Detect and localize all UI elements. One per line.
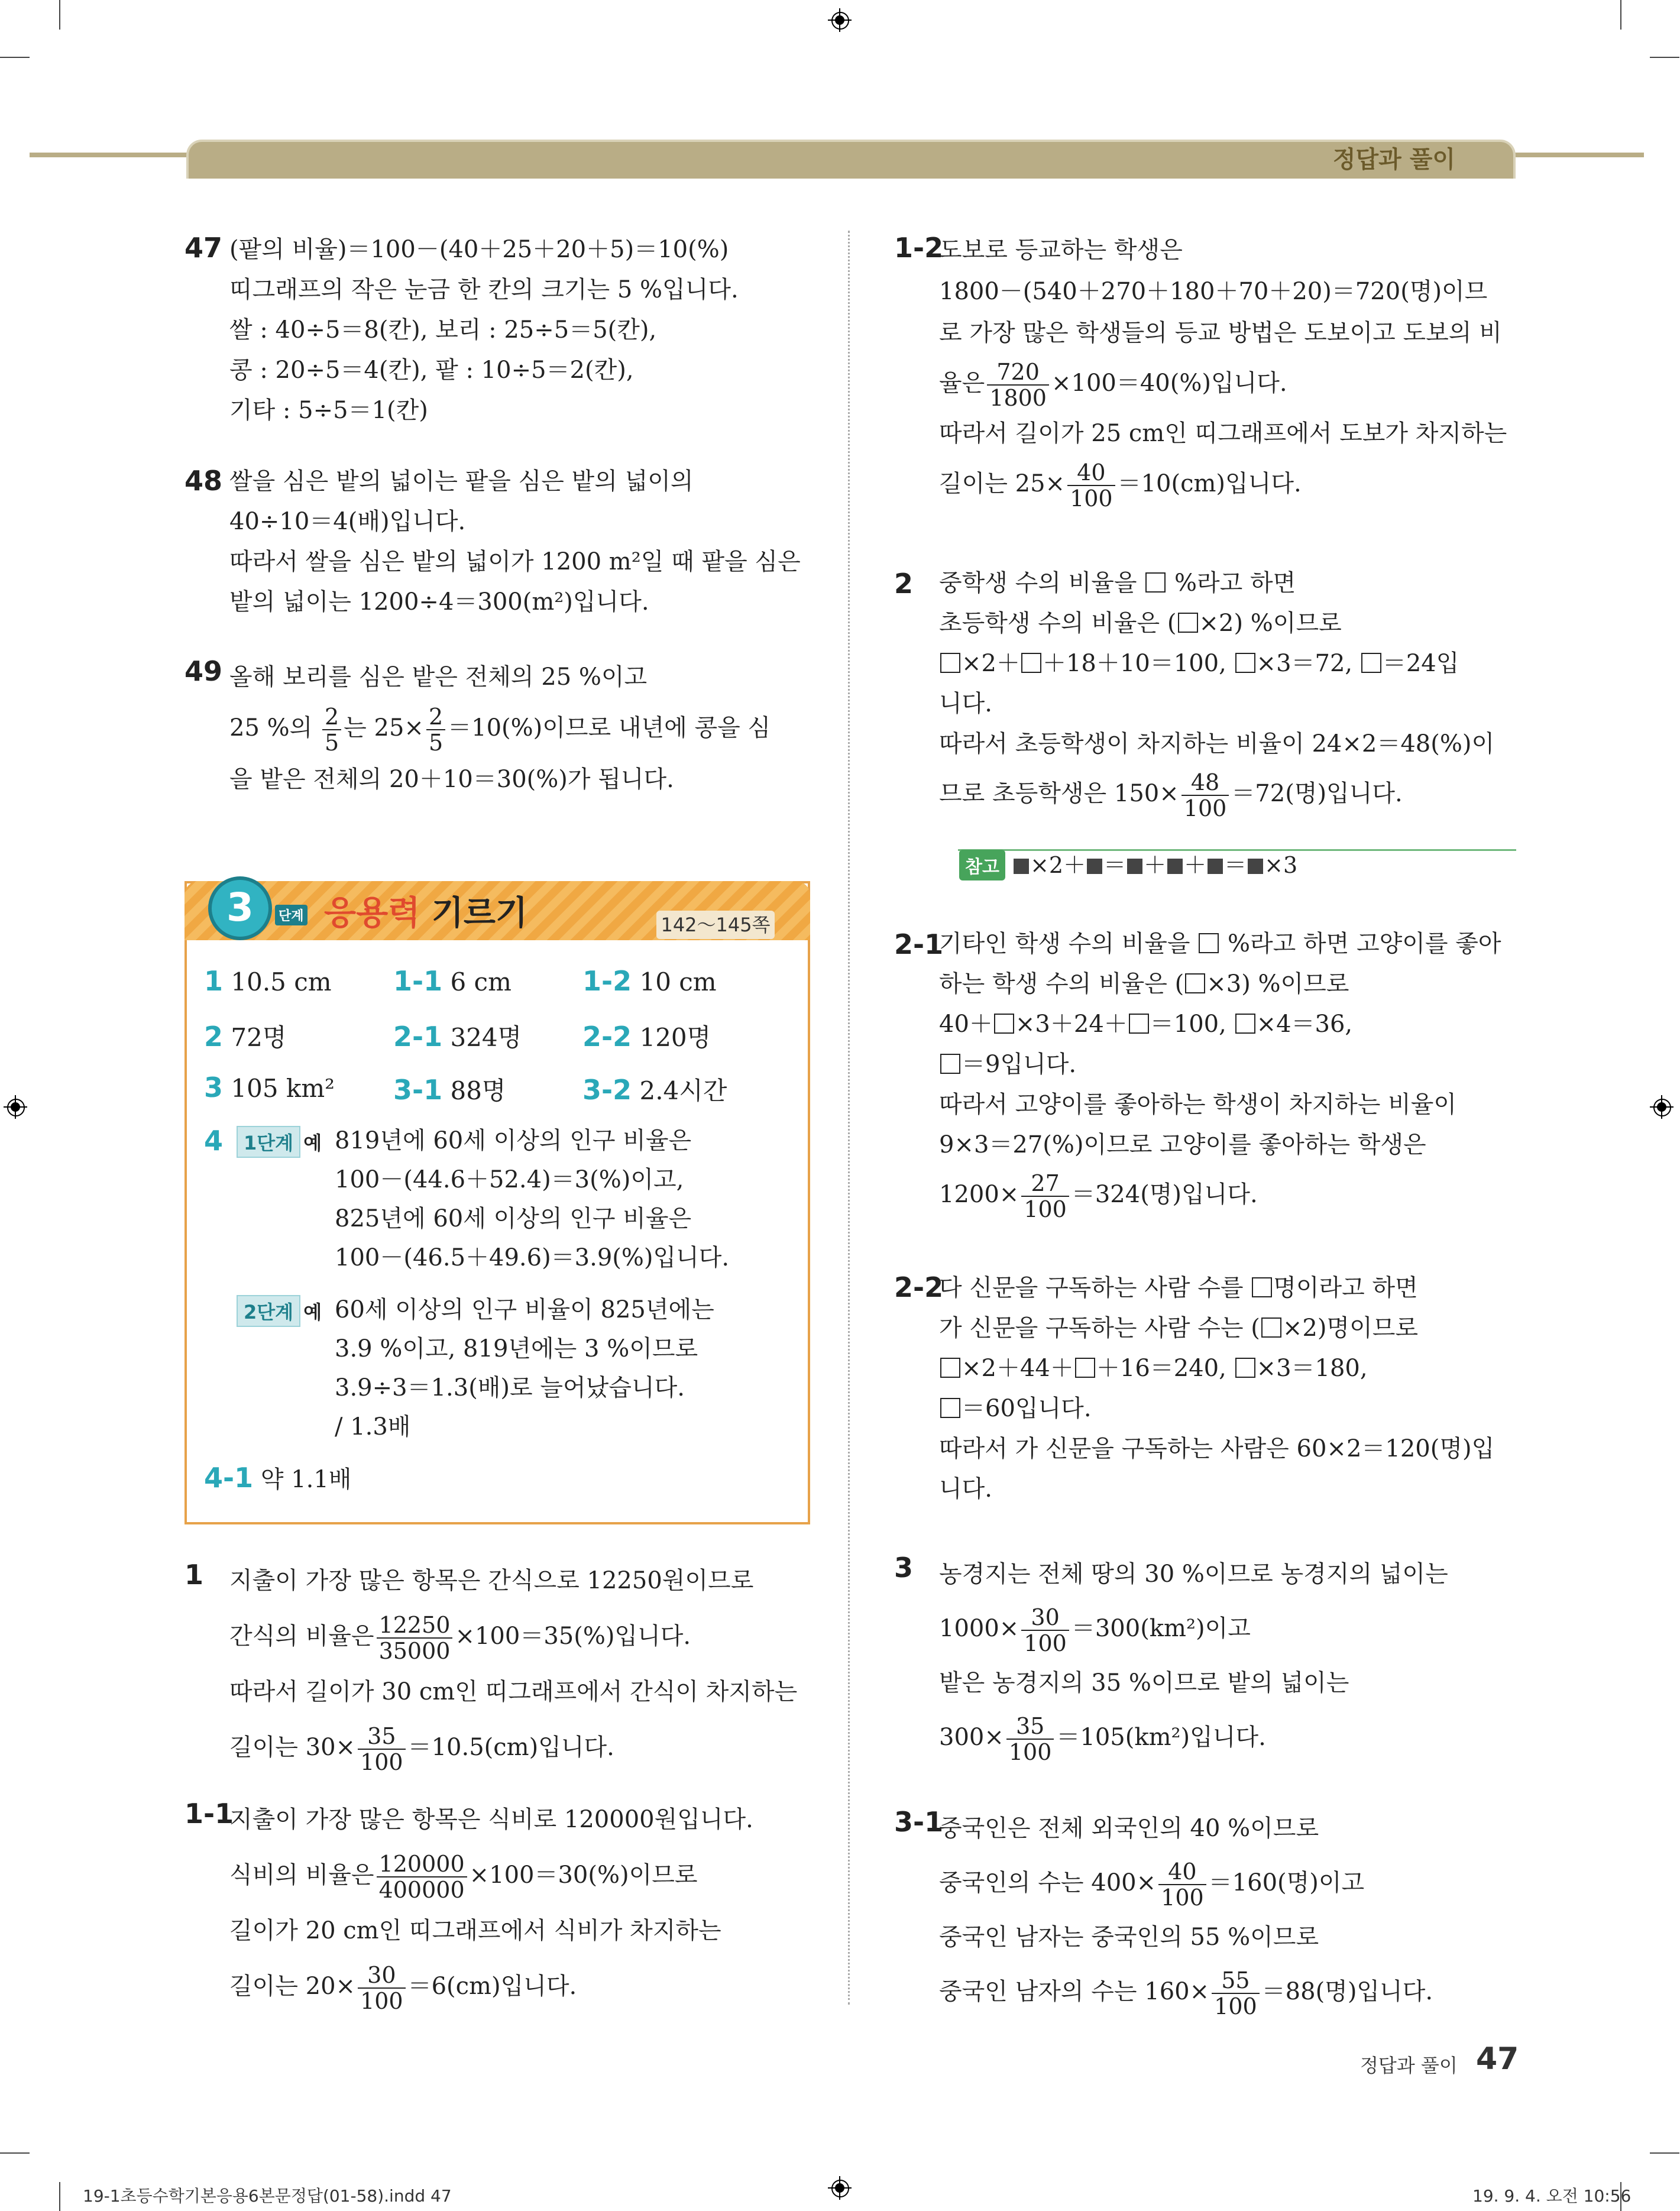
text-segment: 1000×: [939, 1615, 1019, 1642]
problem-number: 1-2: [894, 232, 944, 264]
answer: [582, 1071, 727, 1107]
problem-number: 47: [184, 232, 223, 264]
text-line: 따라서 길이가 25 cm인 띠그래프에서 도보가 차지하는: [939, 420, 1507, 447]
text-line-fraction: [939, 1856, 1433, 1910]
text-segment: ＝: [1224, 852, 1247, 878]
fraction: [1006, 1715, 1054, 1763]
filled-box: [1127, 859, 1142, 874]
answer-number: 3-2: [582, 1074, 632, 1106]
q4-step2-tag: [237, 1295, 322, 1327]
text-line-fraction: [229, 1720, 797, 1775]
numerator: 2: [426, 705, 445, 730]
text-segment: ＋: [1144, 852, 1167, 878]
registration-mark-bottom: [828, 2176, 852, 2200]
answer-number: 3-1: [393, 1074, 443, 1106]
text-line: 825년에 60세 이상의 인구 비율은: [335, 1205, 692, 1232]
blank-box: [940, 1358, 960, 1378]
fraction: [1181, 771, 1229, 820]
text-segment: ×2＋: [1030, 852, 1086, 878]
problem-number: 2-2: [894, 1271, 944, 1303]
fraction: [1067, 461, 1115, 510]
solution-3: [939, 1547, 1448, 1765]
text-segment: ×2) %이므로: [1199, 610, 1342, 637]
numerator: 35: [1006, 1715, 1054, 1740]
answer: [582, 965, 717, 997]
numerator: 30: [358, 1964, 406, 1989]
q4-step1-tag: [237, 1126, 322, 1158]
text-line: 기타 : 5÷5＝1(칸): [229, 397, 428, 424]
text-line-fraction: [939, 1601, 1448, 1656]
text-segment: 길이는 25×: [939, 470, 1066, 497]
blank-box: [1361, 653, 1381, 673]
example-mark: 예: [303, 1301, 322, 1323]
text-segment: 길이는 30×: [229, 1734, 356, 1761]
column-divider: [848, 231, 850, 2005]
blank-box: [994, 1014, 1014, 1034]
text-segment: ×3＝180,: [1256, 1355, 1368, 1382]
answer: [204, 1071, 335, 1103]
note: [959, 847, 1297, 880]
blank-box: [940, 653, 960, 673]
text-line: 3.9÷3＝1.3(배)로 늘어났습니다.: [335, 1374, 685, 1401]
blank-box: [1235, 1358, 1255, 1378]
numerator: 720: [987, 361, 1049, 386]
text-line-fraction: [939, 764, 1494, 823]
filled-box: [1248, 859, 1263, 874]
blank-box: [1185, 973, 1205, 993]
problem-number: 1: [184, 1559, 204, 1591]
step-label: 단계: [275, 905, 307, 925]
answer-number: 1-2: [582, 965, 632, 997]
text-line: [939, 563, 1494, 603]
crop-mark: [59, 0, 60, 30]
text-line: [939, 643, 1494, 684]
text-segment: ×3: [1264, 852, 1298, 878]
step-badge: 3: [208, 876, 272, 940]
answer-value: 72명: [231, 1023, 287, 1052]
fraction: [322, 705, 341, 754]
text-segment: 율은: [939, 370, 985, 397]
text-line: 3.9 %이고, 819년에는 3 %이므로: [335, 1335, 698, 1362]
text-segment: %라고 하면: [1174, 569, 1296, 597]
text-segment: 300×: [939, 1724, 1004, 1751]
example-mark: 예: [303, 1132, 322, 1154]
solution-2-2: [939, 1268, 1494, 1509]
text-segment: 기타인 학생 수의 비율을: [939, 930, 1190, 957]
answer: [204, 1018, 286, 1054]
blank-box: [940, 1398, 960, 1418]
fraction: [377, 1853, 467, 1901]
filled-box: [1167, 859, 1183, 874]
numerator: 30: [1021, 1606, 1069, 1631]
denominator: 100: [360, 1749, 403, 1775]
answer: [393, 1071, 506, 1107]
text-line: 쌀 : 40÷5＝8(칸), 보리 : 25÷5＝5(칸),: [229, 316, 657, 344]
text-segment: ×3) %이므로: [1206, 970, 1349, 998]
fraction: [358, 1725, 406, 1773]
numerator: 40: [1067, 461, 1115, 486]
text-line: 9×3＝27(%)이므로 고양이를 좋아하는 학생은: [939, 1131, 1426, 1158]
text-segment: ＝300(km²)이고: [1071, 1615, 1251, 1642]
text-segment: 는 25×: [344, 714, 424, 742]
text-line: 따라서 고양이를 좋아하는 학생이 차지하는 비율이: [939, 1091, 1457, 1118]
text-line-fraction: [939, 454, 1507, 513]
text-segment: 중국인의 수는 400×: [939, 1869, 1157, 1896]
answer: [204, 1461, 351, 1494]
text-segment: ×100＝35(%)입니다.: [455, 1623, 691, 1650]
problem-47: [229, 229, 739, 430]
denominator: 100: [1161, 1885, 1204, 1911]
step-title: [324, 887, 527, 934]
text-line-fraction: [229, 1959, 753, 2014]
text-line-fraction: [939, 1165, 1501, 1224]
text-line: 중국인은 전체 외국인의 40 %이므로: [939, 1815, 1319, 1842]
problem-number: 2-1: [894, 928, 944, 960]
step-title-rest: 기르기: [420, 894, 528, 933]
answer-number: 3: [204, 1071, 224, 1103]
registration-mark-right: [1650, 1095, 1673, 1119]
text-segment: ＋18＋10＝100,: [1042, 650, 1226, 677]
text-line: 길이가 20 cm인 띠그래프에서 식비가 차지하는: [229, 1917, 721, 1944]
fraction: [1021, 1606, 1069, 1655]
filled-box: [1208, 859, 1223, 874]
text-segment: 므로 초등학생은 150×: [939, 780, 1179, 807]
solution-3-1: [939, 1801, 1433, 2019]
text-segment: ×100＝30(%)이므로: [469, 1862, 698, 1889]
page-number: 47: [1476, 2041, 1519, 2077]
text-line: 중국인 남자는 중국인의 55 %이므로: [939, 1924, 1319, 1951]
text-segment: ×2)명이므로: [1282, 1315, 1418, 1342]
numerator: 120000: [377, 1853, 467, 1877]
text-line: 니다.: [939, 690, 992, 717]
denominator: 400000: [378, 1877, 465, 1903]
answer-value: 120명: [639, 1023, 711, 1052]
blank-box: [1021, 653, 1041, 673]
footer-label: 정답과 풀이: [1360, 2054, 1458, 2077]
text-segment: 간식의 비율은: [229, 1623, 374, 1650]
text-line: 지출이 가장 많은 항목은 간식으로 12250원이므로: [229, 1567, 754, 1594]
q4-step1-text: [335, 1121, 729, 1277]
problem-number: 49: [184, 655, 223, 687]
fraction: [377, 1614, 453, 1662]
text-line: [939, 1388, 1494, 1429]
blank-box: [1145, 572, 1166, 593]
text-segment: ＋16＝240,: [1096, 1355, 1226, 1382]
solution-1-2: [939, 229, 1507, 513]
filled-box: [1014, 859, 1029, 874]
text-line-fraction: [229, 1608, 797, 1664]
problem-number: 2: [894, 568, 914, 600]
text-segment: ＋: [1184, 852, 1207, 878]
answer: [204, 965, 332, 997]
text-line: [939, 1348, 1494, 1388]
page-title: 정답과 풀이: [1332, 146, 1455, 173]
blank-box: [1178, 613, 1198, 633]
text-line: 을 밭은 전체의 20＋10＝30(%)가 됩니다.: [229, 766, 674, 793]
problem-number: 3: [894, 1552, 914, 1584]
step-tag: 2단계: [237, 1295, 300, 1327]
numerator: 2: [322, 705, 341, 730]
answer-number: 1: [204, 965, 224, 997]
text-line: 로 가장 많은 학생들의 등교 방법은 도보이고 도보의 비: [939, 319, 1502, 347]
text-segment: 명이라고 하면: [1273, 1274, 1418, 1302]
text-line: 따라서 쌀을 심은 밭의 넓이가 1200 m²일 때 팥을 심은: [229, 548, 801, 575]
denominator: 1800: [989, 385, 1047, 411]
answer-value: 10 cm: [639, 967, 717, 996]
text-segment: 가 신문을 구독하는 사람 수는 (: [939, 1315, 1260, 1342]
blank-box: [1129, 1014, 1149, 1034]
answer-number: 4: [204, 1125, 224, 1157]
text-line: 819년에 60세 이상의 인구 비율은: [335, 1127, 692, 1154]
text-line: 띠그래프의 작은 눈금 한 칸의 크기는 5 %입니다.: [229, 276, 739, 303]
denominator: 100: [1070, 485, 1113, 512]
answer-value: 2.4시간: [639, 1076, 727, 1105]
text-segment: ＝160(명)이고: [1208, 1869, 1365, 1896]
text-segment: ＝10(cm)입니다.: [1117, 470, 1302, 497]
answer-value: 105 km²: [231, 1074, 335, 1103]
problem-number: 48: [184, 465, 223, 497]
answer-value: 약 1.1배: [260, 1466, 352, 1493]
text-segment: 25 %의: [229, 714, 313, 742]
text-segment: ＝72(명)입니다.: [1231, 780, 1403, 807]
text-segment: 1200×: [939, 1181, 1019, 1208]
text-segment: ＝: [1103, 852, 1127, 878]
fraction: [358, 1964, 406, 2012]
text-segment: 길이는 20×: [229, 1973, 356, 2000]
note-tag: 참고: [959, 850, 1005, 880]
text-line: 콩 : 20÷5＝4(칸), 팥 : 10÷5＝2(칸),: [229, 357, 634, 384]
text-segment: %라고 하면 고양이를 좋아: [1227, 930, 1501, 957]
q4-step2-text: [335, 1290, 714, 1446]
answer: [393, 965, 512, 997]
text-segment: ×3＝72,: [1256, 650, 1353, 677]
fraction: [1021, 1172, 1069, 1221]
denominator: 35000: [378, 1638, 451, 1664]
denominator: 100: [1024, 1196, 1067, 1222]
denominator: 5: [324, 730, 339, 756]
crop-mark: [1650, 2152, 1679, 2154]
crop-mark: [1620, 0, 1621, 30]
file-info: 19-1초등수학기본응용6본문정답(01-58).indd 47: [83, 2186, 452, 2206]
problem-48: [229, 461, 801, 622]
solution-1-1: [229, 1792, 753, 2014]
answer-number: 1-1: [393, 965, 443, 997]
text-segment: ×3＋24＋: [1015, 1011, 1128, 1038]
text-segment: ＝60입니다.: [962, 1395, 1092, 1422]
crop-mark: [59, 2182, 60, 2211]
text-segment: 중학생 수의 비율을: [939, 569, 1137, 597]
text-line: [939, 1268, 1494, 1308]
numerator: 35: [358, 1725, 406, 1750]
text-line-fraction: [939, 1710, 1448, 1765]
text-line-fraction: [939, 1964, 1433, 2019]
numerator: 12250: [377, 1614, 453, 1639]
answer-value: 324명: [450, 1023, 522, 1052]
answer-number: 4-1: [204, 1462, 254, 1494]
problem-number: 3-1: [894, 1806, 944, 1838]
crop-mark: [1650, 57, 1679, 58]
denominator: 5: [428, 730, 444, 756]
text-line: 100－(44.6＋52.4)＝3(%)이고,: [335, 1166, 684, 1193]
text-line: [939, 964, 1501, 1004]
fraction: [1212, 1969, 1260, 2018]
blank-box: [1235, 653, 1255, 673]
text-line: [939, 924, 1501, 964]
blank-box: [1261, 1317, 1281, 1338]
text-segment: 초등학생 수의 비율은 (: [939, 610, 1177, 637]
print-date: 19. 9. 4. 오전 10:56: [1472, 2186, 1632, 2206]
text-line: (팥의 비율)＝100－(40＋25＋20＋5)＝10(%): [229, 236, 729, 263]
text-line: 농경지는 전체 땅의 30 %이므로 농경지의 넓이는: [939, 1561, 1448, 1588]
answer: [393, 1018, 522, 1054]
text-line: 쌀을 심은 밭의 넓이는 팥을 심은 밭의 넓이의: [229, 468, 694, 495]
text-segment: ×100＝40(%)입니다.: [1051, 370, 1287, 397]
filled-box: [1087, 859, 1102, 874]
solution-2-1: [939, 924, 1501, 1224]
numerator: 27: [1021, 1172, 1069, 1197]
answer-value: 6 cm: [450, 967, 512, 996]
denominator: 100: [1008, 1739, 1052, 1765]
blank-box: [1199, 933, 1219, 953]
answer: [582, 1018, 711, 1054]
text-segment: 중국인 남자의 수는 160×: [939, 1978, 1210, 2005]
text-line: 밭은 농경지의 35 %이므로 밭의 넓이는: [939, 1669, 1349, 1697]
text-line-fraction: [229, 703, 771, 754]
text-segment: ＝100,: [1150, 1011, 1226, 1038]
answer-number: 2-1: [393, 1021, 443, 1053]
text-segment: ＝105(km²)입니다.: [1056, 1724, 1266, 1751]
denominator: 100: [1214, 1993, 1257, 2019]
question-4-number: [204, 1125, 223, 1157]
fraction: [987, 361, 1049, 409]
denominator: 100: [360, 1988, 403, 2014]
text-line: 100－(46.5＋49.6)＝3.9(%)입니다.: [335, 1244, 730, 1271]
header-band: [186, 140, 1516, 179]
numerator: 55: [1212, 1969, 1260, 1994]
page-range: 142～145쪽: [656, 911, 775, 939]
registration-mark-top: [828, 8, 852, 32]
answer-number: 2-2: [582, 1021, 632, 1053]
text-line: 1800－(540＋270＋180＋70＋20)＝720(명)이므: [939, 278, 1488, 305]
text-line-fraction: [939, 354, 1507, 413]
text-segment: ＝10.5(cm)입니다.: [407, 1734, 614, 1761]
text-line: 따라서 초등학생이 차지하는 비율이 24×2＝48(%)이: [939, 730, 1495, 757]
text-line: 올해 보리를 심은 밭은 전체의 25 %이고: [229, 663, 648, 691]
text-line-fraction: [229, 1847, 753, 1903]
text-segment: ＝10(%)이므로 내년에 콩을 심: [448, 714, 771, 742]
text-segment: 40＋: [939, 1011, 993, 1038]
text-line: [939, 1308, 1494, 1348]
step-tag: 1단계: [237, 1126, 300, 1158]
text-line: 도보로 등교하는 학생은: [939, 237, 1183, 264]
denominator: 100: [1024, 1630, 1067, 1656]
solution-2: [939, 563, 1494, 823]
text-segment: 다 신문을 구독하는 사람 수를: [939, 1274, 1244, 1302]
text-segment: ＝88(명)입니다.: [1261, 1978, 1433, 2005]
text-segment: ×4＝36,: [1256, 1011, 1353, 1038]
text-line: [939, 603, 1494, 643]
crop-mark: [0, 2152, 30, 2154]
blank-box: [940, 1054, 960, 1074]
text-line: 따라서 길이가 30 cm인 띠그래프에서 간식이 차지하는: [229, 1678, 798, 1705]
problem-number: 1-1: [184, 1798, 234, 1830]
numerator: 40: [1158, 1860, 1206, 1885]
problem-49: [229, 652, 771, 805]
text-line: [939, 1044, 1501, 1085]
text-segment: ＝324(명)입니다.: [1071, 1181, 1258, 1208]
text-line: 60세 이상의 인구 비율이 825년에는: [335, 1296, 714, 1323]
text-line: 지출이 가장 많은 항목은 식비로 120000원입니다.: [229, 1806, 753, 1833]
text-segment: ＝9입니다.: [962, 1051, 1077, 1078]
text-segment: ＝6(cm)입니다.: [407, 1973, 577, 2000]
fraction: [1158, 1860, 1206, 1909]
denominator: 100: [1183, 795, 1227, 821]
text-line: 40÷10＝4(배)입니다.: [229, 508, 466, 535]
text-segment: ×2＋44＋: [962, 1355, 1074, 1382]
text-line: 니다.: [939, 1475, 992, 1503]
text-line: [939, 1004, 1501, 1044]
answer-value: 88명: [450, 1076, 506, 1105]
answer-number: 2: [204, 1021, 224, 1053]
solution-1: [229, 1553, 797, 1775]
text-line: 밭의 넓이는 1200÷4＝300(m²)입니다.: [229, 588, 649, 616]
text-line: / 1.3배: [335, 1413, 411, 1440]
registration-mark-left: [4, 1095, 27, 1119]
blank-box: [1252, 1277, 1272, 1297]
text-segment: 식비의 비율은: [229, 1862, 374, 1889]
text-segment: ×2＋: [962, 650, 1020, 677]
fraction: [426, 705, 445, 754]
blank-box: [1235, 1014, 1255, 1034]
text-segment: 하는 학생 수의 비율은 (: [939, 970, 1184, 998]
answer-value: 10.5 cm: [231, 967, 332, 996]
crop-mark: [0, 57, 30, 58]
text-line: 따라서 가 신문을 구독하는 사람은 60×2＝120(명)입: [939, 1435, 1495, 1462]
step-title-highlight: 응용력: [324, 894, 420, 933]
text-segment: ＝24입: [1382, 650, 1459, 677]
numerator: 48: [1181, 771, 1229, 796]
blank-box: [1075, 1358, 1095, 1378]
